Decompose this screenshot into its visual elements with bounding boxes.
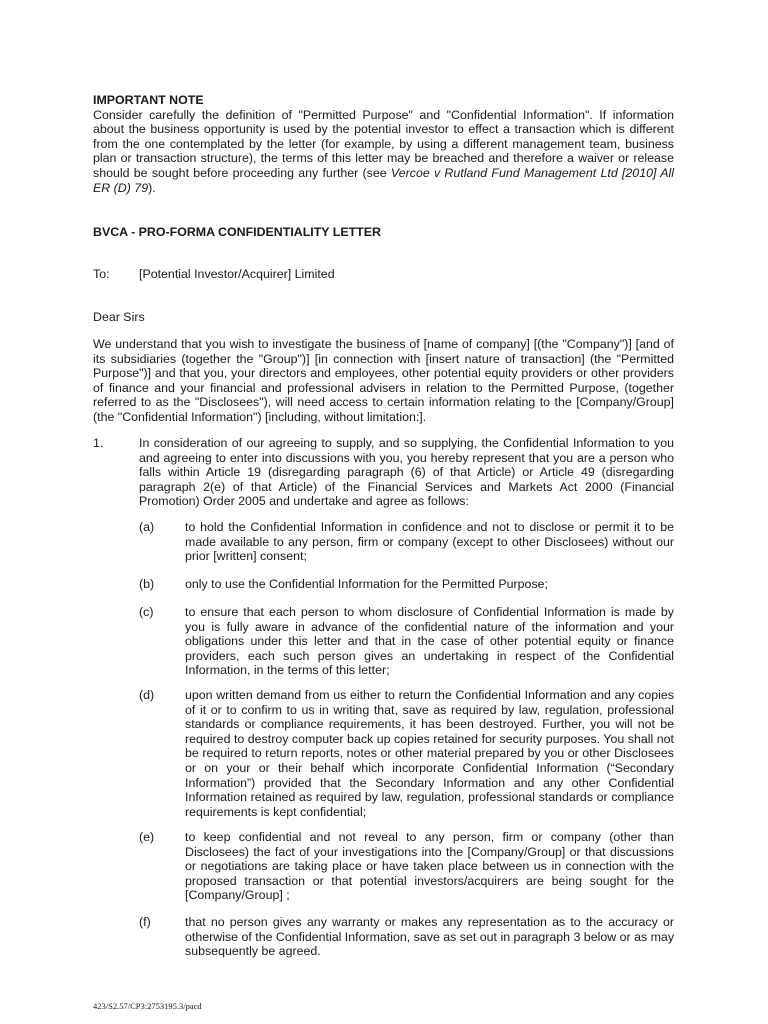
subclause-e-text: to keep confidential and not reveal to any person, firm or company (other than Disclosees) the fact of your investigations into the [Company/Group] or that discussions or negotiations are taking place or have taken place between us in connection with the proposed transaction or that potential investors/acquirers are being sought for the [Company/Group] ; [185,830,674,903]
important-note [93,93,674,195]
salutation: Dear Sirs [93,310,145,324]
subclause-b-text: only to use the Confidential Information for the Permitted Purpose; [185,577,548,591]
subclause-a-text: to hold the Confidential Information in confidence and not to disclose or permit it to be made available to any person, firm or company (except to other Disclosees) without our prior [written] consent; [185,520,674,564]
footer-reference: 423/S2.57/CP3:2753195.3/pacd [93,1001,202,1011]
subclause-b-number: (b) [139,577,155,591]
note-text [93,108,674,196]
note-text-after: ). [148,180,156,195]
subclause-f-text: that no person gives any warranty or makes any representation as to the accuracy or otherwise of the Confidential Information, save as set out in paragraph 3 below or as may subsequently be agreed. [185,915,675,959]
subclause-d-number: (d) [139,688,155,702]
intro-text: We understand that you wish to investigate the business of [name of company] [(the "Company")] [and of its subsidiaries (together the "Group")] [in connection with [insert nature of transaction] (the "Permitted Purpose")] and that you, your directors and employees, other potential equity providers or other providers of finance and your financial and professional advisers in relation to the Permitted Purpose, (together referred to as the "Disclosees"), will need access to certain information relating to the [Company/Group] (the "Confidential Information") [including, without limitation:]. [93,337,674,424]
to-label: To: [93,267,110,281]
subclause-a-number: (a) [139,520,155,534]
clause-1-number: 1. [93,436,104,450]
salutation-block [93,310,674,325]
subclause-c-number: (c) [139,605,154,619]
subclause-f-number: (f) [139,915,151,929]
subclause-d-text: upon written demand from us either to return the Confidential Information and any copies of it or to confirm to us in writing that, save as required by law, regulation, professional standards or compliance requirements, it has been destroyed. Further, you will not be required to destroy computer back up copies retained for security purposes. You shall not be required to return reports, notes or other material prepared by you or other Disclosees or on your or their behalf which incorporate Confidential Information (“Secondary Information”) provided that the Secondary Information and any other Confidential Information retained as required by law, regulation, professional standards or compliance requirements is kept confidential; [185,688,674,819]
to-value: [Potential Investor/Acquirer] Limited [139,267,335,281]
intro-paragraph [93,337,674,425]
subclause-c-text: to ensure that each person to whom disclosure of Confidential Information is made by you is fully aware in advance of the confidential nature of the information and your obligations under this letter and that in the case of other potential equity or finance providers, each such person gives an undertaking in respect of the Confidential Information, in the terms of this letter; [185,605,674,678]
case-citation: Vercoe v Rutland Fund Management Ltd [2010] All ER (D) 79 [93,165,674,195]
subclause-e-number: (e) [139,830,155,844]
letter-title: BVCA - PRO-FORMA CONFIDENTIALITY LETTER [93,225,381,239]
letter-title-block [93,225,674,240]
note-heading: IMPORTANT NOTE [93,93,204,107]
note-text-before: Consider carefully the definition of "Permitted Purpose" and "Confidential Information". If information about the business opportunity is used by the potential investor to effect a transaction which is different from the one contemplated by the letter (for example, by using a different management team, business plan or transaction structure), the terms of this letter may be breached and therefore a waiver or release should be sought before proceeding any further (see [93,107,674,180]
clause-1-text: In consideration of our agreeing to supply, and so supplying, the Confidential Information to you and agreeing to enter into discussions with you, you hereby represent that you are a person who falls within Article 19 (disregarding paragraph (6) of that Article) or Article 49 (disregarding paragraph 2(e) of that Article) of the Financial Services and Markets Act 2000 (Financial Promotion) Order 2005 and undertake and agree as follows: [139,436,674,509]
